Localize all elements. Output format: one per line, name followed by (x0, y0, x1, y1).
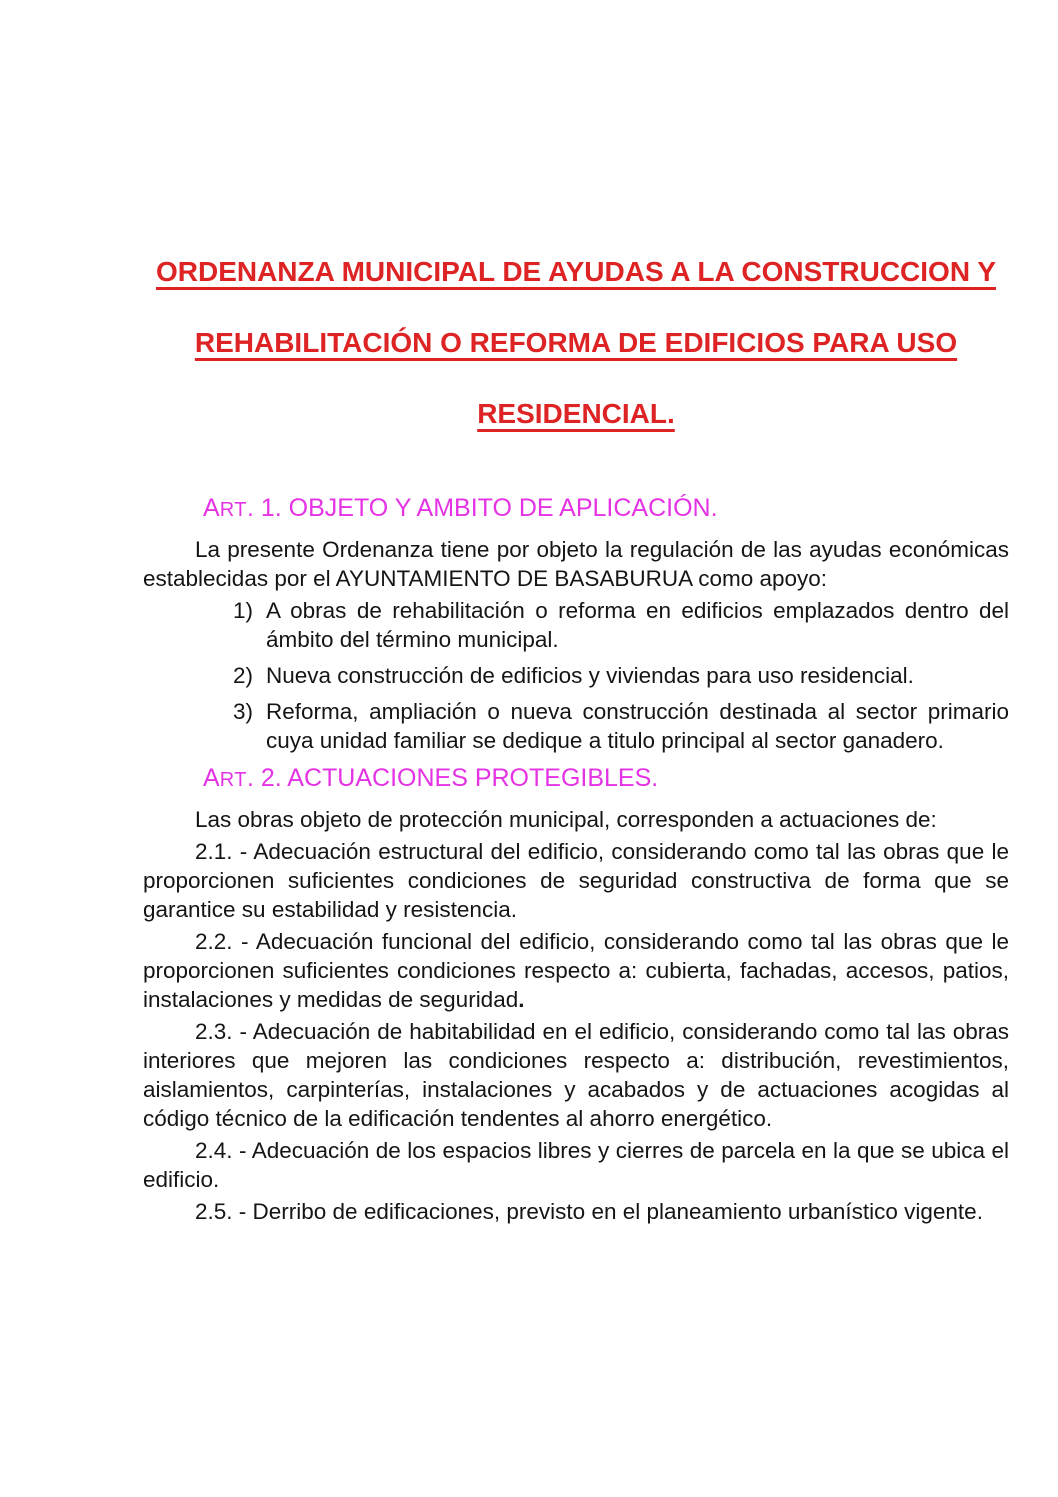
title-line-3: RESIDENCIAL. (477, 398, 675, 429)
list-item-2 (233, 661, 1009, 690)
title-line-1: ORDENANZA MUNICIPAL DE AYUDAS A LA CONSTRUCCION Y (155, 256, 997, 287)
document-content (143, 0, 1009, 1229)
art2-heading (143, 763, 1009, 795)
art2-heading-cap: A (203, 764, 220, 792)
paragraph-2-2-text: 2.2. - Adecuación funcional del edificio, considerando como tal las obras que le proporcionen suficientes condiciones respecto a: cubierta, fachadas, accesos, patios, instalaciones y medidas de seguridad (143, 929, 1009, 1012)
document-title (143, 0, 1009, 449)
title-line-2: REHABILITACIÓN O REFORMA DE EDIFICIOS PARA USO (194, 327, 958, 358)
art1-heading-smallcaps: RT (219, 499, 247, 521)
art1-numbered-list (143, 596, 1009, 755)
list-item-2-number: 2) (233, 663, 254, 688)
paragraph-2-1: 2.1. - Adecuación estructural del edificio, considerando como tal las obras que le proporcionen suficientes condiciones de seguridad constructiva de forma que se garantice su estabilidad y resistencia. (143, 839, 1009, 922)
list-item-3-text: Reforma, ampliación o nueva construcción destinada al sector primario cuya unidad familiar se dedique a titulo principal al sector ganadero. (266, 699, 1009, 753)
list-item-1 (233, 596, 1009, 654)
art2-heading-rest: . 2. ACTUACIONES PROTEGIBLES. (247, 764, 659, 792)
art2-heading-smallcaps: RT (219, 769, 247, 791)
paragraph-2-2-bold-period: . (518, 987, 525, 1012)
paragraph-2-5: 2.5. - Derribo de edificaciones, previsto en el planeamiento urbanístico vigente. (195, 1199, 983, 1224)
list-item-3 (233, 697, 1009, 755)
list-item-1-text: A obras de rehabilitación o reforma en edificios emplazados dentro del ámbito del término municipal. (266, 598, 1009, 652)
list-item-1-number: 1) (233, 598, 254, 623)
list-item-2-text: Nueva construcción de edificios y viviendas para uso residencial. (266, 663, 914, 688)
art1-heading (143, 493, 1009, 525)
paragraph-2-4: 2.4. - Adecuación de los espacios libres y cierres de parcela en la que se ubica el edificio. (143, 1138, 1009, 1192)
paragraph-2-2 (143, 927, 1009, 1014)
art1-intro-paragraph: La presente Ordenanza tiene por objeto la regulación de las ayudas económicas establecidas por el AYUNTAMIENTO DE BASABURUA como apoyo: (143, 537, 1009, 591)
art2-intro-paragraph: Las obras objeto de protección municipal, corresponden a actuaciones de: (195, 807, 937, 832)
art1-heading-rest: . 1. OBJETO Y AMBITO DE APLICACIÓN. (247, 494, 718, 522)
list-item-3-number: 3) (233, 699, 254, 724)
art1-heading-cap: A (203, 494, 220, 522)
paragraph-2-3: 2.3. - Adecuación de habitabilidad en el edificio, considerando como tal las obras interiores que mejoren las condiciones respecto a: distribución, revestimientos, aislamientos, carpinterías, instalaciones y acabados y de actuaciones acogidas al código técnico de la edificación tendentes al ahorro energético. (143, 1019, 1009, 1131)
